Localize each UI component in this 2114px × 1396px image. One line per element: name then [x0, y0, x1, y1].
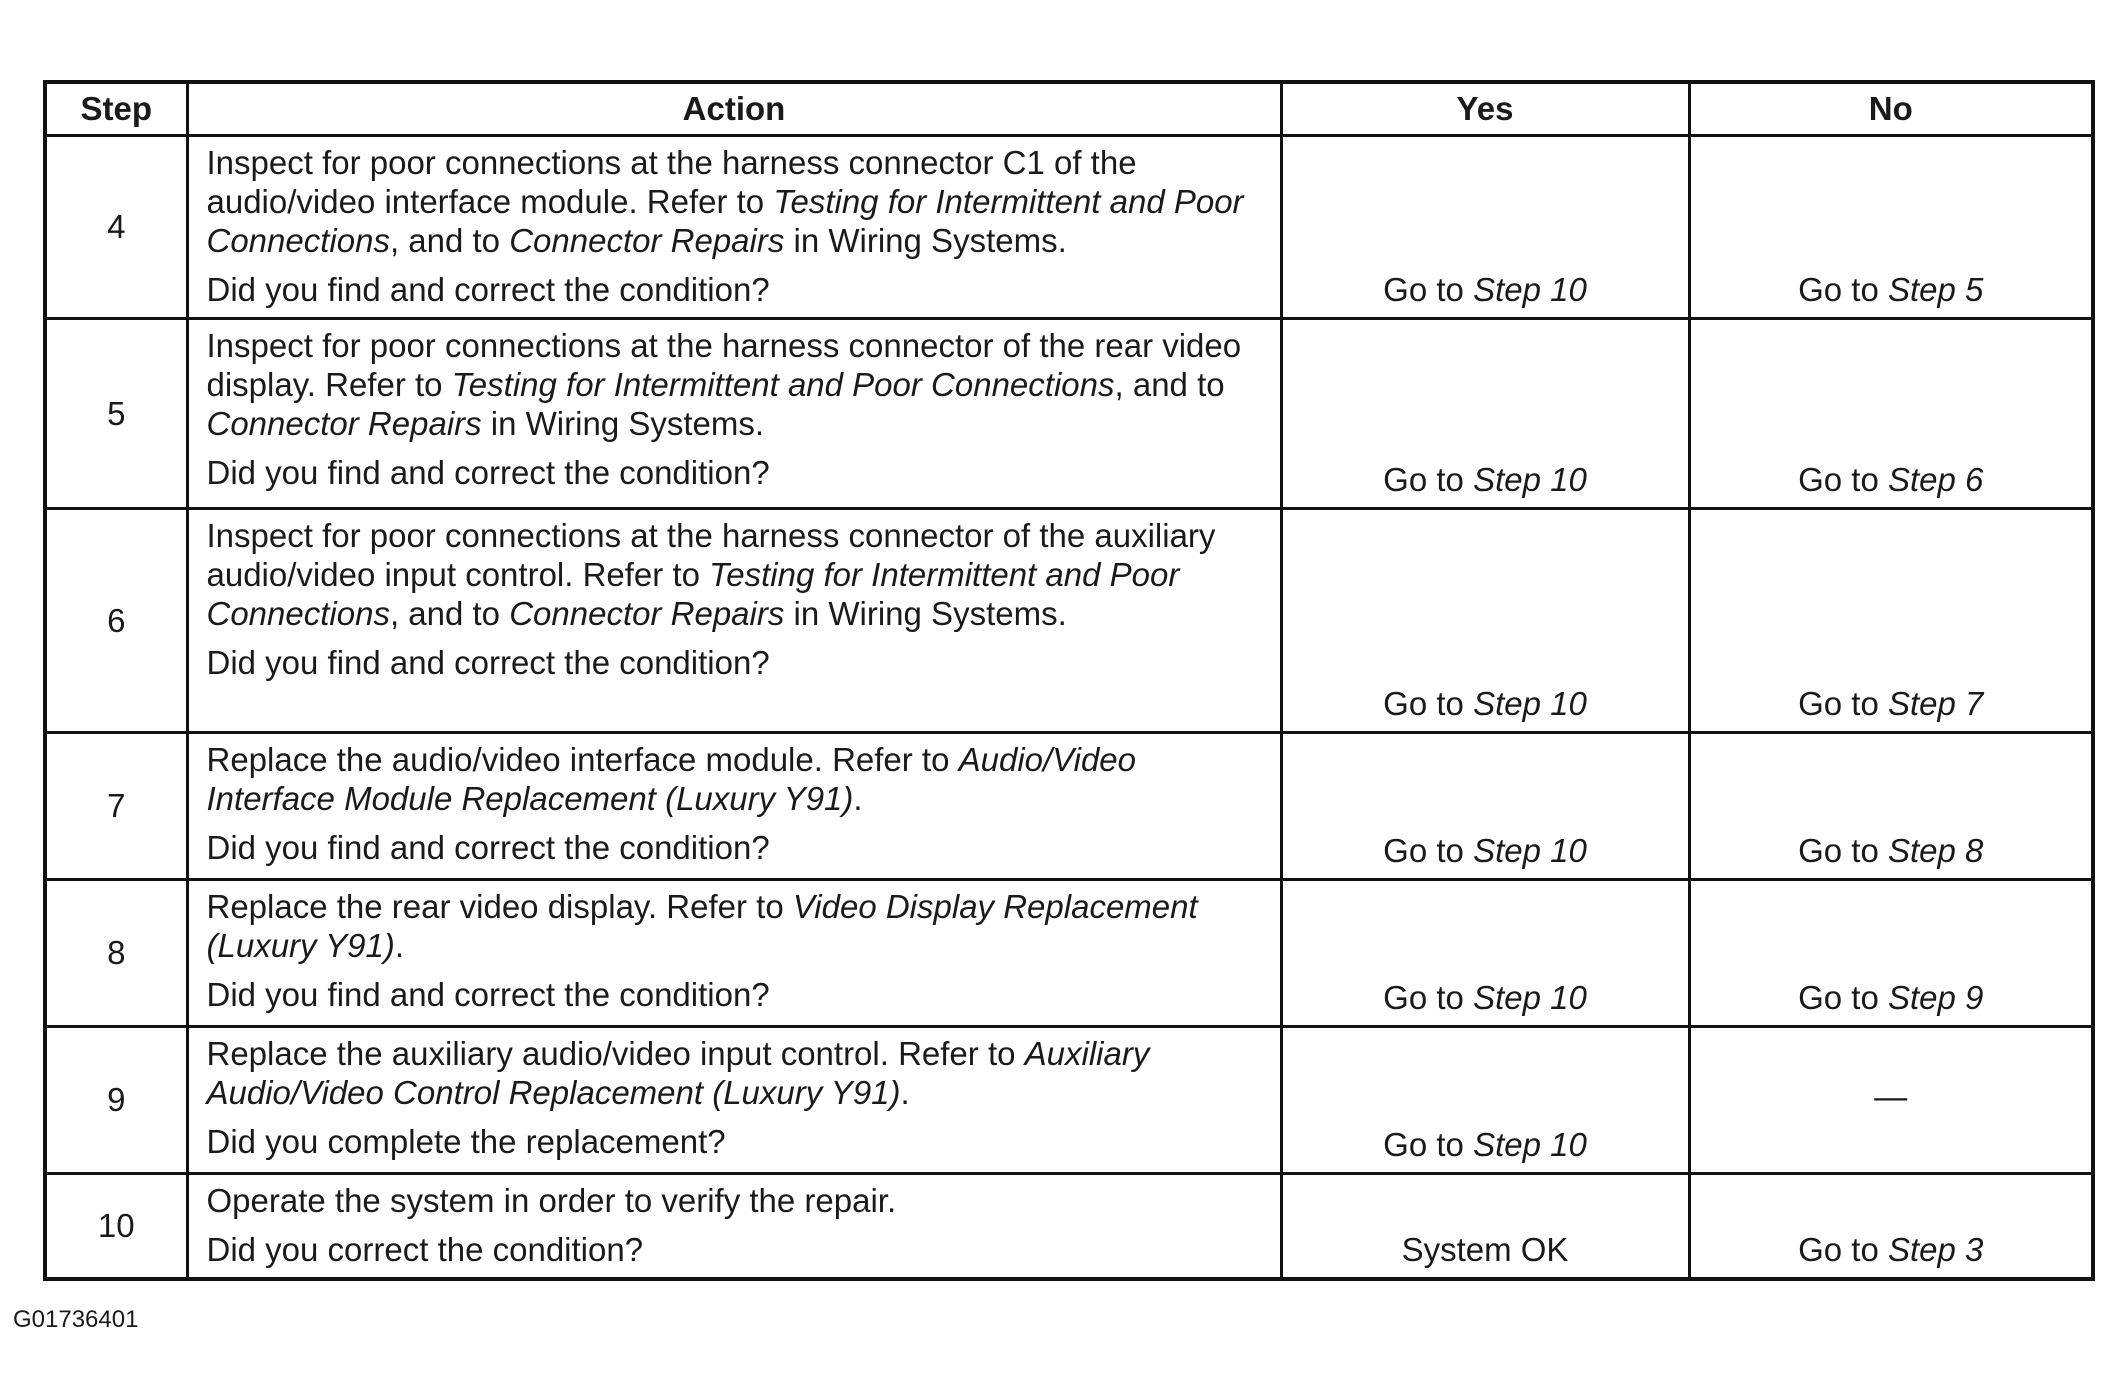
action-text: Replace the auxiliary audio/video input control. Refer to	[206, 1035, 1025, 1072]
figure-id: G01736401	[13, 1306, 139, 1333]
action-cell	[187, 733, 1281, 880]
no-result-cell	[1689, 880, 2093, 1027]
reference-link-text: Testing for Intermittent and Poor Connections	[206, 183, 1244, 259]
step-reference: Step 6	[1887, 461, 1984, 498]
action-description	[207, 516, 1266, 633]
action-description	[207, 143, 1266, 260]
no-result-text: Go to	[1798, 685, 1888, 722]
no-result-cell	[1689, 1174, 2093, 1280]
reference-link-text: Connector Repairs	[509, 222, 785, 259]
no-result-cell	[1689, 1027, 2093, 1174]
action-text: in Wiring Systems.	[481, 405, 765, 442]
action-cell	[187, 880, 1281, 1027]
yes-result-text: Go to	[1383, 685, 1474, 722]
action-text: .	[900, 1074, 910, 1111]
action-text: Replace the rear video display. Refer to	[206, 888, 793, 925]
table-row	[45, 880, 2093, 1027]
no-result-cell	[1689, 319, 2093, 509]
reference-link-text: Auxiliary Audio/Video Control Replacement (Luxury Y91)	[206, 1035, 1150, 1111]
step-reference: Step 8	[1887, 832, 1984, 869]
no-result-text: Go to	[1798, 1231, 1888, 1268]
table-row	[45, 1027, 2093, 1174]
action-text: .	[853, 780, 863, 817]
yes-result-cell	[1281, 733, 1689, 880]
yes-result-cell	[1281, 509, 1689, 733]
step-number: 6	[45, 509, 187, 733]
action-description	[207, 887, 1266, 965]
yes-result-cell	[1281, 1174, 1689, 1280]
no-result-text: Go to	[1798, 461, 1888, 498]
no-result-cell	[1689, 733, 2093, 880]
table-row	[45, 733, 2093, 880]
reference-link-text: Connector Repairs	[206, 405, 482, 442]
table-row	[45, 1174, 2093, 1280]
yes-result-text: Go to	[1383, 1126, 1474, 1163]
action-question: Did you find and correct the condition?	[206, 271, 770, 308]
reference-link-text: Testing for Intermittent and Poor Connections	[451, 366, 1115, 403]
header-no: No	[1689, 82, 2093, 136]
action-cell	[187, 1174, 1281, 1280]
diagnostic-table-container	[43, 80, 2091, 1281]
action-question: Did you find and correct the condition?	[206, 454, 770, 491]
yes-result-text: Go to	[1383, 979, 1474, 1016]
reference-link-text: Connector Repairs	[509, 595, 785, 632]
table-row	[45, 509, 2093, 733]
table-header-row	[45, 82, 2093, 136]
reference-link-text: Testing for Intermittent and Poor Connections	[206, 556, 1180, 632]
no-result-text: Go to	[1798, 271, 1888, 308]
step-number: 8	[45, 880, 187, 1027]
step-reference: Step 3	[1887, 1231, 1984, 1268]
action-text: Inspect for poor connections at the harness connector of the rear video display. Refer to	[206, 327, 1242, 403]
step-reference: Step 5	[1887, 271, 1984, 308]
step-reference: Step 10	[1473, 979, 1587, 1016]
step-reference: Step 10	[1473, 832, 1587, 869]
action-question: Did you find and correct the condition?	[206, 644, 770, 681]
action-text: Replace the audio/video interface module. Refer to	[206, 741, 959, 778]
action-text: Operate the system in order to verify the repair.	[206, 1182, 897, 1219]
action-text: , and to	[1114, 366, 1225, 403]
step-reference: Step 9	[1887, 979, 1984, 1016]
yes-result-cell	[1281, 319, 1689, 509]
action-question: Did you complete the replacement?	[206, 1123, 726, 1160]
step-number: 10	[45, 1174, 187, 1280]
no-result-cell	[1689, 136, 2093, 319]
action-question: Did you find and correct the condition?	[206, 976, 770, 1013]
no-result-cell	[1689, 509, 2093, 733]
table-row	[45, 136, 2093, 319]
yes-result-text: Go to	[1383, 461, 1474, 498]
action-description	[207, 326, 1266, 443]
action-text: in Wiring Systems.	[784, 222, 1067, 259]
action-text: , and to	[389, 222, 510, 259]
step-reference: Step 10	[1473, 461, 1587, 498]
no-result-text: Go to	[1798, 979, 1888, 1016]
step-number: 5	[45, 319, 187, 509]
action-cell	[187, 509, 1281, 733]
yes-result-cell	[1281, 1027, 1689, 1174]
action-text: Inspect for poor connections at the harness connector C1 of the audio/video interface module. Refer to	[206, 144, 1137, 220]
step-reference: Step 7	[1887, 685, 1984, 722]
step-reference: Step 10	[1473, 1126, 1587, 1163]
header-step: Step	[45, 82, 187, 136]
action-text: .	[394, 927, 404, 964]
step-number: 9	[45, 1027, 187, 1174]
step-number: 7	[45, 733, 187, 880]
action-text: Inspect for poor connections at the harness connector of the auxiliary audio/video input control. Refer to	[206, 517, 1216, 593]
action-description	[207, 740, 1266, 818]
yes-result-cell	[1281, 880, 1689, 1027]
no-result-text: Go to	[1798, 832, 1888, 869]
table-body	[45, 136, 2093, 1280]
action-text: in Wiring Systems.	[784, 595, 1067, 632]
reference-link-text: Video Display Replacement (Luxury Y91)	[206, 888, 1198, 964]
action-description	[207, 1034, 1266, 1112]
action-text: , and to	[389, 595, 510, 632]
action-question: Did you find and correct the condition?	[206, 829, 770, 866]
step-reference: Step 10	[1473, 685, 1587, 722]
yes-result-text: System OK	[1401, 1231, 1569, 1268]
action-cell	[187, 1027, 1281, 1174]
diagnostic-table	[43, 80, 2095, 1281]
header-yes: Yes	[1281, 82, 1689, 136]
yes-result-text: Go to	[1383, 271, 1474, 308]
action-cell	[187, 136, 1281, 319]
table-row	[45, 319, 2093, 509]
step-number: 4	[45, 136, 187, 319]
step-reference: Step 10	[1473, 271, 1587, 308]
action-question: Did you correct the condition?	[206, 1231, 644, 1268]
yes-result-cell	[1281, 136, 1689, 319]
header-action: Action	[187, 82, 1281, 136]
action-description	[207, 1181, 1266, 1220]
no-result-text: —	[1874, 1077, 1908, 1115]
reference-link-text: Audio/Video Interface Module Replacement (Luxury Y91)	[206, 741, 1136, 817]
yes-result-text: Go to	[1383, 832, 1474, 869]
action-cell	[187, 319, 1281, 509]
